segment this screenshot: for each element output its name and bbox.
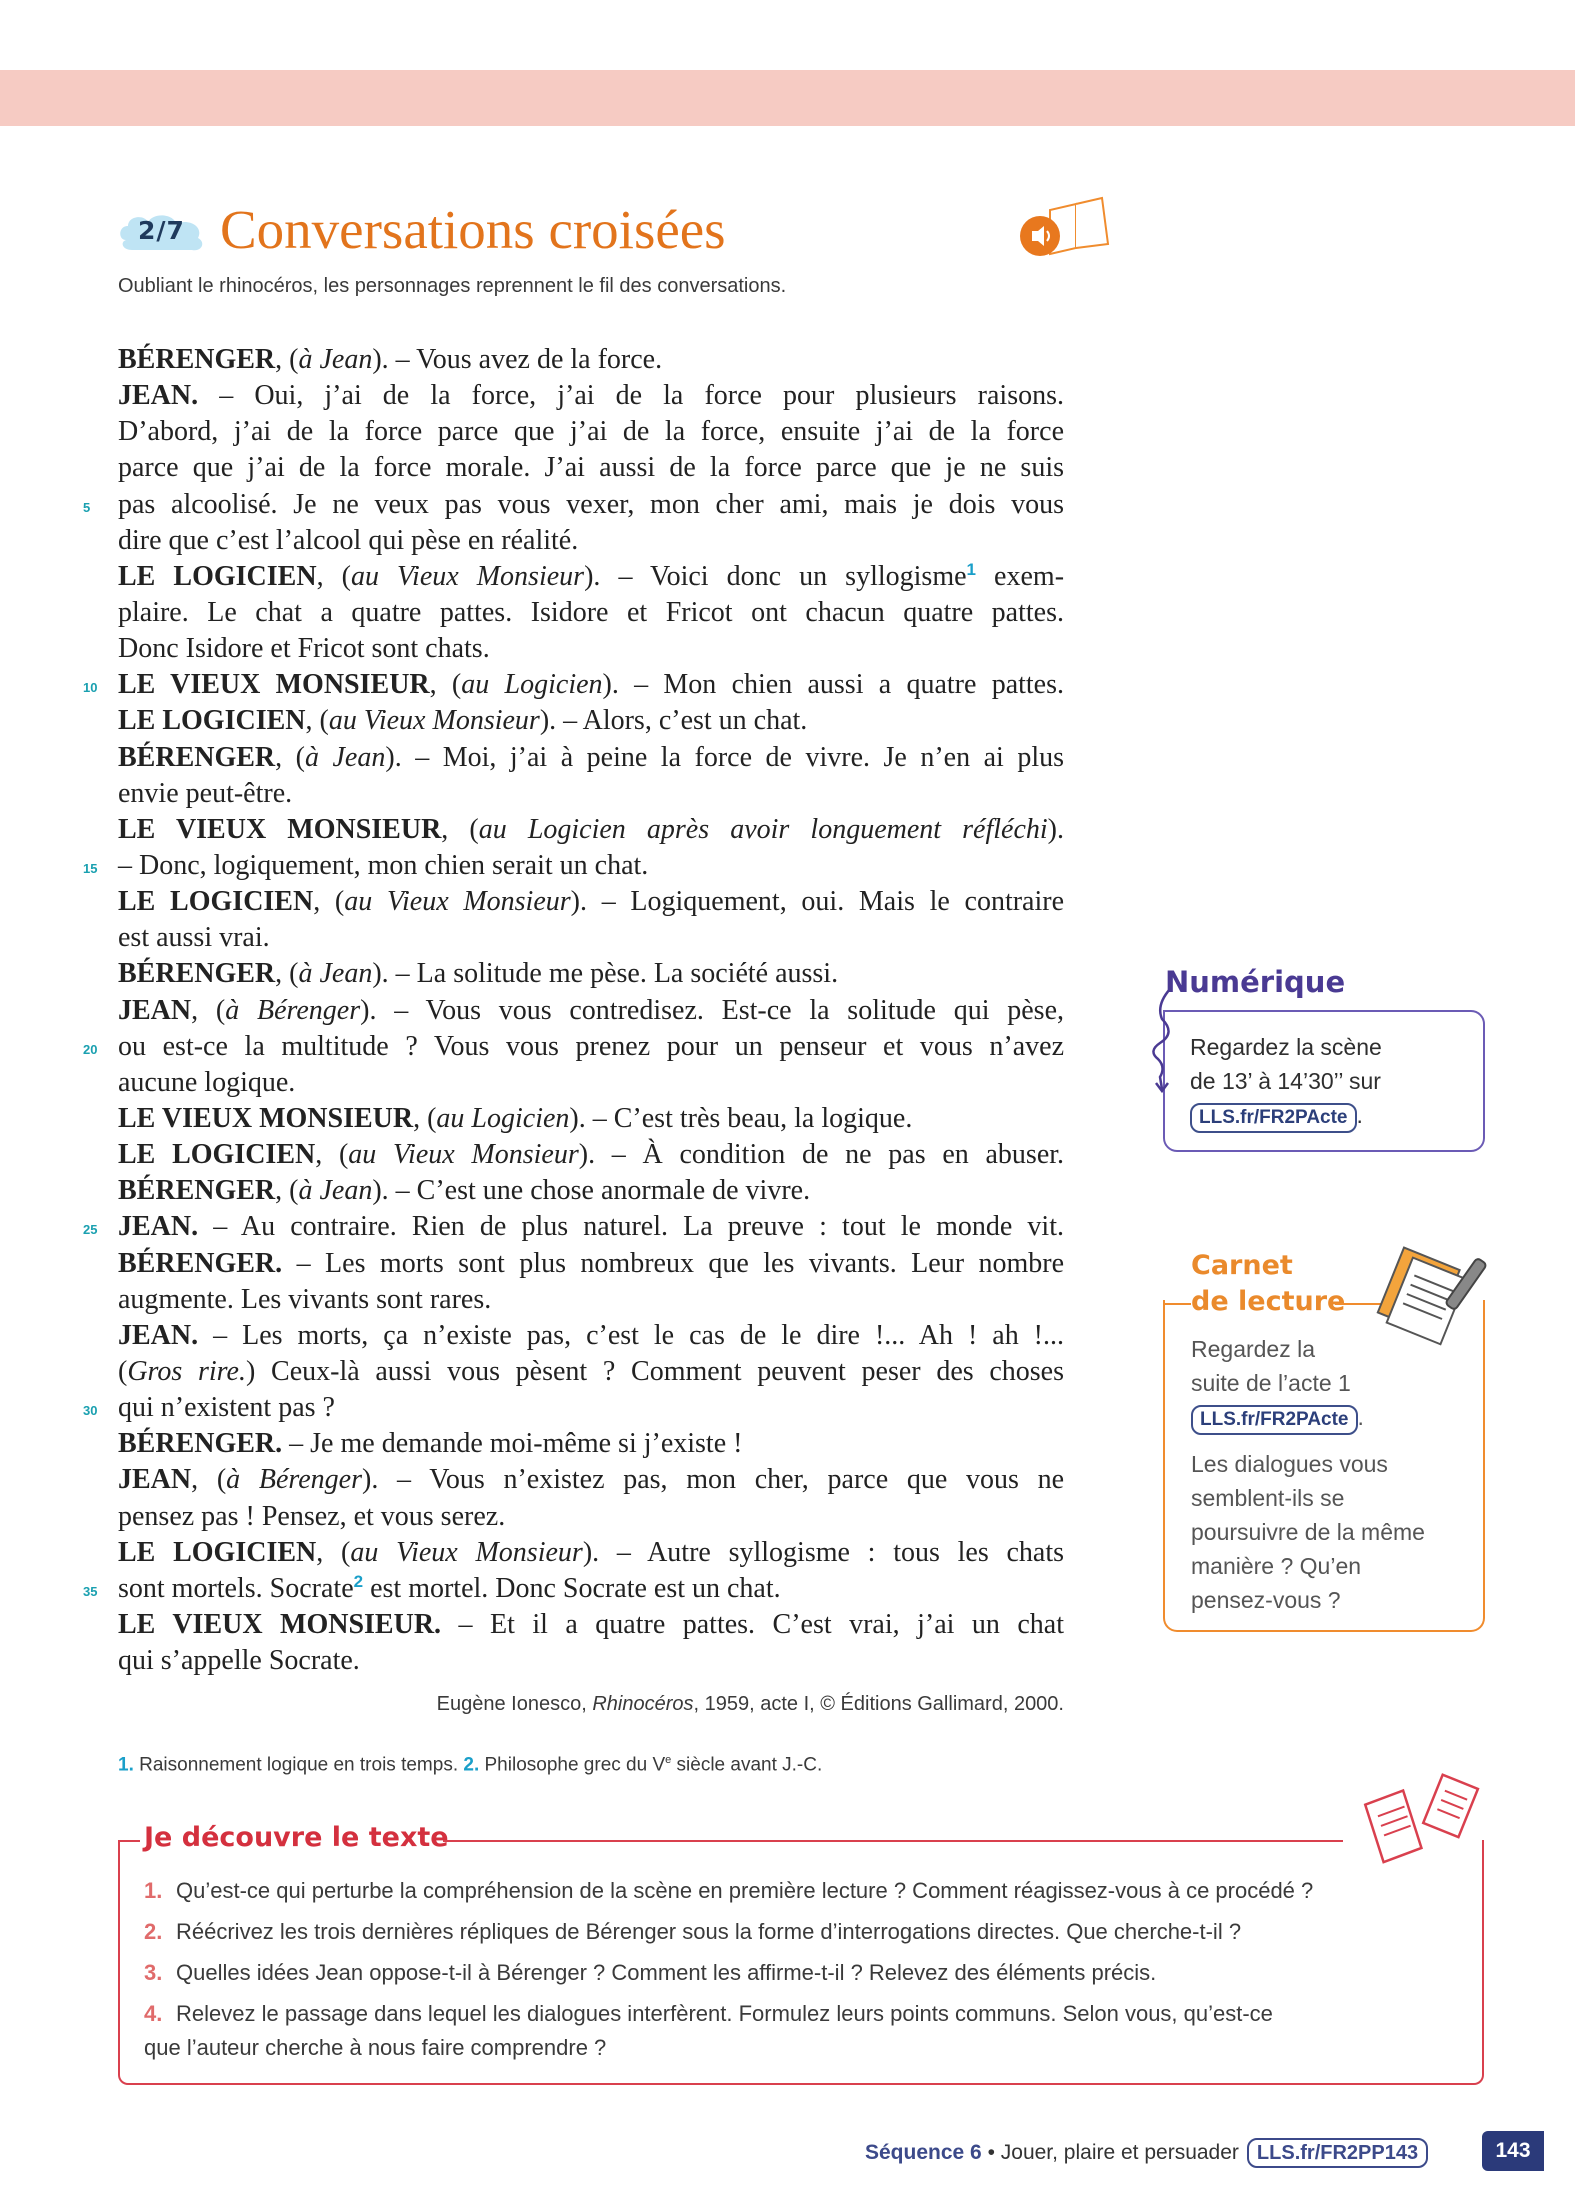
text-line: 10 LE VIEUX MONSIEUR, (au Logicien). – Mon chien aussi a quatre pattes. <box>118 667 1064 703</box>
question-item-continued: que l’auteur cherche à nous faire comprendre ? <box>144 2035 607 2060</box>
text-line: 35 sont mortels. Socrate$^2$ est mortel. Donc Socrate est un chat. <box>118 1571 1064 1607</box>
page-title: Conversations croisées <box>220 199 726 260</box>
text-line: 30 qui n’existent pas ? <box>118 1390 1064 1426</box>
text-line: LE LOGICIEN, (au Vieux Monsieur). – Logiquement, oui. Mais le contraire <box>118 886 1065 918</box>
text-line: plaire. Le chat a quatre pattes. Isidore et Fricot ont chacun quatre pattes. <box>118 596 1064 628</box>
text-line: (Gros rire.) Ceux-là aussi vous pèsent ? Comment peuvent peser des choses <box>118 1355 1064 1387</box>
carnet-text: Regardez la suite de l’acte 1 LLS.fr/FR2PActe . Les dialogues vous semblent-ils se poursuivre de la même manière ? Qu’en pensez-vous ? <box>1191 1336 1425 1613</box>
text-line: aucune logique. <box>118 1066 296 1098</box>
text-line: BÉRENGER, (à Jean). – Moi, j’ai à peine la force de vivre. Je n’en ai plus <box>118 741 1064 773</box>
line-number: 5 <box>83 499 91 515</box>
text-line: 5 pas alcoolisé. Je ne veux pas vous vexer, mon cher ami, mais je dois vous <box>118 487 1064 523</box>
footer: Séquence 6 • Jouer, plaire et persuader LLS.fr/FR2PP143 <box>865 2138 1428 2168</box>
text-line: D’abord, j’ai de la force parce que j’ai de la force, ensuite j’ai de la force <box>118 416 1064 448</box>
audio-book-icon[interactable] <box>1010 196 1110 271</box>
text-line: parce que j’ai de la force morale. J’ai aussi de la force parce que je ne suis <box>118 452 1064 484</box>
sequence-label: Séquence 6 <box>865 2141 982 2164</box>
text-line: LE LOGICIEN, (au Vieux Monsieur). – Alors, c’est un chat. <box>118 705 808 737</box>
carnet-link[interactable]: LLS.fr/FR2PActe <box>1191 1405 1358 1435</box>
questions-title: Je découvre le texte <box>144 1822 449 1853</box>
footer-link[interactable]: LLS.fr/FR2PP143 <box>1247 2138 1428 2168</box>
text-line: BÉRENGER, (à Jean). – La solitude me pèse. La société aussi. <box>118 958 839 990</box>
text-line: 20 ou est-ce la multitude ? Vous vous prenez pour un penseur et vous n’avez <box>118 1029 1064 1065</box>
text-line: est aussi vrai. <box>118 922 270 954</box>
text-line: BÉRENGER. – Je me demande moi-même si j’existe ! <box>118 1428 743 1460</box>
carnet-title: Carnet de lecture <box>1191 1250 1346 1317</box>
line-number: 20 <box>83 1041 98 1057</box>
line-number: 10 <box>83 680 98 696</box>
text-line: JEAN. – Oui, j’ai de la force, j’ai de la force pour plusieurs raisons. <box>118 380 1064 412</box>
question-item: 4. Relevez le passage dans lequel les dialogues interfèrent. Formulez leurs points communs. Selon vous, qu’est-ce <box>144 2001 1273 2026</box>
numerique-swirl-icon <box>1148 985 1178 1095</box>
text-line: 15 – Donc, logiquement, mon chien serait un chat. <box>118 848 1064 884</box>
line-number: 30 <box>83 1403 98 1419</box>
question-item: 2. Réécrivez les trois dernières répliques de Bérenger sous la forme d’interrogations directes. Que cherche-t-il ? <box>144 1919 1242 1944</box>
question-item: 1. Qu’est-ce qui perturbe la compréhension de la scène en première lecture ? Comment réagissez-vous à ce procédé ? <box>144 1878 1314 1903</box>
top-color-band <box>0 70 1575 126</box>
page-number: 143 <box>1482 2131 1544 2171</box>
play-excerpt <box>83 342 1065 1679</box>
text-line: LE VIEUX MONSIEUR. – Et il a quatre pattes. C’est vrai, j’ai un chat <box>118 1608 1065 1640</box>
text-line: BÉRENGER, (à Jean). – Vous avez de la force. <box>118 344 663 375</box>
text-line: LE LOGICIEN, (au Vieux Monsieur). – Voici donc un syllogisme$^1$ exem- <box>118 559 1065 592</box>
source-citation: Eugène Ionesco, Rhinocéros, 1959, acte I, © Éditions Gallimard, 2000. <box>436 1693 1064 1715</box>
line-number: 35 <box>83 1583 98 1599</box>
numerique-text: Regardez la scène de 13’ à 14’30’’ sur LLS.fr/FR2PActe . <box>1190 1030 1382 1133</box>
text-line: BÉRENGER. – Les morts sont plus nombreux que les vivants. Leur nombre <box>118 1247 1064 1279</box>
papers-icon <box>1350 1770 1490 1875</box>
text-line: LE VIEUX MONSIEUR, (au Logicien). – C’est très beau, la logique. <box>118 1102 913 1134</box>
text-line: JEAN, (à Bérenger). – Vous n’existez pas, mon cher, parce que vous ne <box>118 1464 1064 1496</box>
text-line: dire que c’est l’alcool qui pèse en réalité. <box>118 524 579 556</box>
questions-list <box>144 1874 1313 2072</box>
question-item: 3. Quelles idées Jean oppose-t-il à Bérenger ? Comment les affirme-t-il ? Relevez des éléments précis. <box>144 1960 1157 1985</box>
footnotes: 1. Raisonnement logique en trois temps. 2. Philosophe grec du Ve siècle avant J.-C. <box>118 1754 823 1776</box>
text-line: Donc Isidore et Fricot sont chats. <box>118 633 490 665</box>
lesson-number: 2/7 <box>138 216 185 245</box>
text-line: LE VIEUX MONSIEUR, (au Logicien après avoir longuement réfléchi). <box>118 813 1064 845</box>
text-line: JEAN, (à Bérenger). – Vous vous contredisez. Est-ce la solitude qui pèse, <box>118 994 1065 1026</box>
sequence-theme: Jouer, plaire et persuader <box>1000 2141 1239 2164</box>
text-line: pensez pas ! Pensez, et vous serez. <box>118 1500 506 1532</box>
text-line: LE LOGICIEN, (au Vieux Monsieur). – Autre syllogisme : tous les chats <box>118 1536 1065 1568</box>
text-line: BÉRENGER, (à Jean). – C’est une chose anormale de vivre. <box>118 1175 811 1207</box>
text-line: 25 JEAN. – Au contraire. Rien de plus naturel. La preuve : tout le monde vit. <box>118 1209 1064 1245</box>
text-line: envie peut-être. <box>118 777 293 809</box>
text-line: JEAN. – Les morts, ça n’existe pas, c’est le cas de le dire !... Ah ! ah !... <box>118 1319 1064 1351</box>
numerique-title: Numérique <box>1165 965 1346 999</box>
numerique-link[interactable]: LLS.fr/FR2PActe <box>1190 1103 1357 1133</box>
line-number: 25 <box>83 1222 98 1238</box>
lesson-badge <box>118 210 206 252</box>
text-line: LE LOGICIEN, (au Vieux Monsieur). – À condition de ne pas en abuser. <box>118 1139 1065 1171</box>
line-number: 15 <box>83 860 98 876</box>
text-line: augmente. Les vivants sont rares. <box>118 1283 492 1315</box>
intro-text: Oubliant le rhinocéros, les personnages reprennent le fil des conversations. <box>118 275 787 297</box>
text-line: qui s’appelle Socrate. <box>118 1645 360 1677</box>
